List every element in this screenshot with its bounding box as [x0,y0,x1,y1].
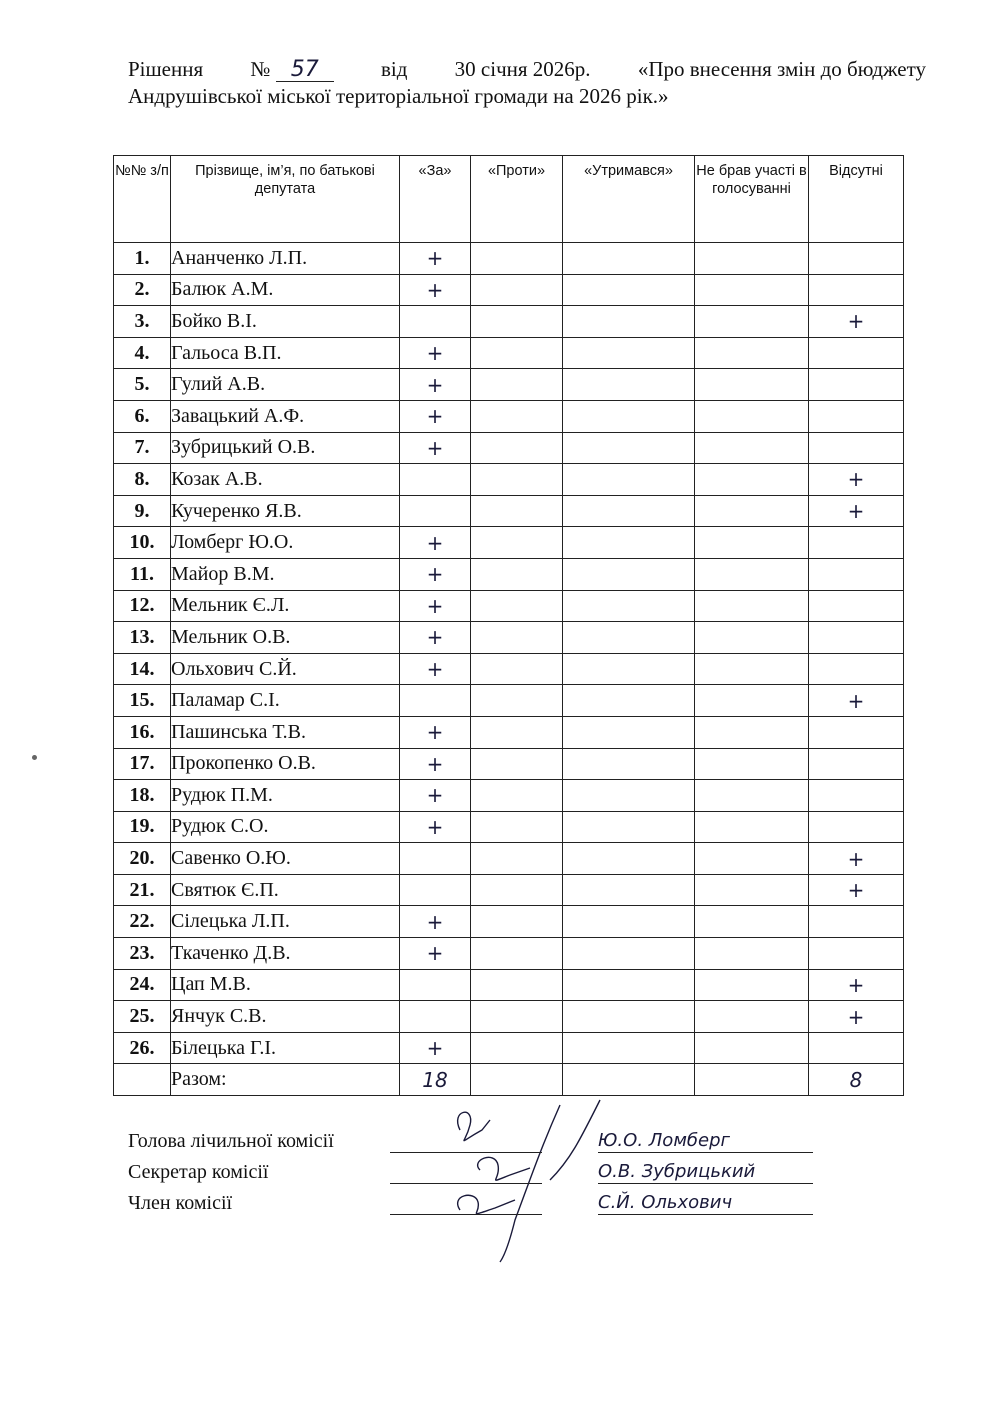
not-voting-cell [695,716,809,748]
absent-cell: + [809,969,904,1001]
vote-abstained-cell [563,622,695,654]
table-row [114,337,904,369]
deputy-name: Рудюк П.М. [171,780,400,812]
table-row [114,400,904,432]
decision-number: 57 [276,59,334,82]
row-number: 11. [114,558,171,590]
absent-cell: + [809,306,904,338]
vote-abstained-cell [563,938,695,970]
signature-row-secretary [128,1153,908,1184]
vote-for-cell [400,874,471,906]
row-number: 3. [114,306,171,338]
absent-cell [809,811,904,843]
not-voting-cell [695,748,809,780]
vote-against-cell [471,653,563,685]
table-row [114,495,904,527]
row-number: 5. [114,369,171,401]
vote-for-cell [400,495,471,527]
vote-abstained-cell [563,653,695,685]
absent-cell: + [809,464,904,496]
vote-against-cell [471,685,563,717]
vote-abstained-cell [563,1032,695,1064]
vote-for-cell: + [400,337,471,369]
signature-row-member [128,1184,908,1215]
deputy-name: Майор В.М. [171,558,400,590]
deputy-name: Ломберг Ю.О. [171,527,400,559]
vote-abstained-cell [563,432,695,464]
vote-for-cell: + [400,432,471,464]
vote-against-cell [471,716,563,748]
header-abstained: «Утримався» [563,156,695,243]
absent-cell: + [809,1001,904,1033]
decision-word: Рішення [128,57,204,81]
number-sign: № [250,57,271,81]
absent-cell: + [809,843,904,875]
vote-for-cell [400,969,471,1001]
vote-against-cell [471,243,563,275]
not-voting-cell [695,843,809,875]
not-voting-cell [695,558,809,590]
absent-cell: + [809,685,904,717]
deputy-name: Сілецька Л.П. [171,906,400,938]
row-number: 19. [114,811,171,843]
table-row [114,432,904,464]
table-row [114,243,904,275]
vote-for-cell: + [400,780,471,812]
vote-against-cell [471,906,563,938]
not-voting-cell [695,1032,809,1064]
vote-against-cell [471,1032,563,1064]
row-number: 26. [114,1032,171,1064]
absent-cell [809,337,904,369]
row-number: 1. [114,243,171,275]
table-row [114,527,904,559]
signature-role: Секретар комісії [128,1161,269,1183]
signature-role: Голова лічильної комісії [128,1130,334,1152]
table-row [114,653,904,685]
vote-abstained-cell [563,780,695,812]
not-voting-cell [695,906,809,938]
row-number: 9. [114,495,171,527]
vote-against-cell [471,843,563,875]
vote-abstained-cell [563,495,695,527]
deputy-name: Святюк Є.П. [171,874,400,906]
decision-title-part1: «Про внесення змін до бюджету [637,57,926,81]
row-number: 4. [114,337,171,369]
table-row [114,464,904,496]
deputy-name: Паламар С.І. [171,685,400,717]
not-voting-cell [695,306,809,338]
absent-cell [809,369,904,401]
vote-abstained-cell [563,969,695,1001]
deputy-name: Білецька Г.І. [171,1032,400,1064]
absent-cell [809,590,904,622]
not-voting-cell [695,400,809,432]
deputy-name: Завацький А.Ф. [171,400,400,432]
signature-line [390,1192,542,1215]
vote-abstained-cell [563,400,695,432]
deputy-name: Мельник Є.Л. [171,590,400,622]
signature-name: О.В. Зубрицький [598,1161,813,1184]
vote-abstained-cell [563,811,695,843]
table-row [114,590,904,622]
vote-for-cell: + [400,811,471,843]
total-not-voting [695,1064,809,1096]
table-row [114,369,904,401]
row-number: 13. [114,622,171,654]
absent-cell [809,274,904,306]
row-number: 6. [114,400,171,432]
vote-abstained-cell [563,243,695,275]
absent-cell [809,400,904,432]
table-row [114,969,904,1001]
vote-against-cell [471,874,563,906]
table-row [114,906,904,938]
absent-cell [809,1032,904,1064]
signature-row-chair [128,1122,908,1153]
not-voting-cell [695,1001,809,1033]
vote-abstained-cell [563,274,695,306]
vote-against-cell [471,811,563,843]
scan-speck [32,755,37,760]
voting-table [113,155,904,1096]
vote-for-cell: + [400,400,471,432]
table-row [114,780,904,812]
absent-cell [809,653,904,685]
row-number: 24. [114,969,171,1001]
vote-abstained-cell [563,748,695,780]
row-number: 16. [114,716,171,748]
not-voting-cell [695,495,809,527]
absent-cell [809,716,904,748]
vote-for-cell: + [400,716,471,748]
vote-for-cell: + [400,243,471,275]
deputy-name: Пашинська Т.В. [171,716,400,748]
decision-date: 30 січня 2026р. [454,57,591,81]
vote-against-cell [471,780,563,812]
not-voting-cell [695,527,809,559]
vote-against-cell [471,464,563,496]
vote-for-cell: + [400,274,471,306]
vote-for-cell [400,1001,471,1033]
row-number: 15. [114,685,171,717]
deputy-name: Рудюк С.О. [171,811,400,843]
table-row [114,274,904,306]
not-voting-cell [695,243,809,275]
row-number: 18. [114,780,171,812]
vote-for-cell: + [400,748,471,780]
row-number: 2. [114,274,171,306]
absent-cell [809,938,904,970]
row-number: 7. [114,432,171,464]
vote-against-cell [471,369,563,401]
vote-against-cell [471,337,563,369]
vote-against-cell [471,622,563,654]
row-number: 14. [114,653,171,685]
table-row [114,558,904,590]
total-for: 18 [400,1064,471,1096]
not-voting-cell [695,337,809,369]
row-number: 17. [114,748,171,780]
header-absent: Відсутні [809,156,904,243]
vote-abstained-cell [563,843,695,875]
deputy-name: Гальоса В.П. [171,337,400,369]
total-absent: 8 [809,1064,904,1096]
deputy-name: Кучеренко Я.В. [171,495,400,527]
vote-for-cell: + [400,622,471,654]
signature-name: Ю.О. Ломберг [598,1130,813,1153]
vote-for-cell [400,464,471,496]
vote-abstained-cell [563,527,695,559]
vote-for-cell: + [400,527,471,559]
row-number: 21. [114,874,171,906]
deputy-name: Ольхович С.Й. [171,653,400,685]
vote-abstained-cell [563,369,695,401]
vote-for-cell: + [400,1032,471,1064]
vote-for-cell: + [400,906,471,938]
vote-abstained-cell [563,306,695,338]
row-number: 20. [114,843,171,875]
vote-against-cell [471,1001,563,1033]
header-against: «Проти» [471,156,563,243]
vote-for-cell [400,843,471,875]
absent-cell [809,622,904,654]
decision-title-part2: Андрушівської міської територіальної громади на 2026 рік.» [128,84,669,108]
vote-abstained-cell [563,558,695,590]
header-line-1 [128,56,926,83]
row-number: 25. [114,1001,171,1033]
deputy-name: Янчук С.В. [171,1001,400,1033]
absent-cell [809,906,904,938]
deputy-name: Мельник О.В. [171,622,400,654]
vote-against-cell [471,558,563,590]
absent-cell [809,527,904,559]
vote-for-cell: + [400,369,471,401]
not-voting-cell [695,622,809,654]
not-voting-cell [695,274,809,306]
deputy-name: Ананченко Л.П. [171,243,400,275]
vote-abstained-cell [563,685,695,717]
table-row [114,1032,904,1064]
vote-for-cell: + [400,590,471,622]
not-voting-cell [695,432,809,464]
table-body [114,243,904,1064]
vote-against-cell [471,400,563,432]
absent-cell: + [809,495,904,527]
vote-abstained-cell [563,906,695,938]
table-row [114,938,904,970]
row-number: 8. [114,464,171,496]
absent-cell [809,780,904,812]
absent-cell [809,432,904,464]
table-row [114,306,904,338]
signature-name: С.Й. Ольхович [598,1192,813,1215]
decision-number-group [250,56,333,83]
deputy-name: Прокопенко О.В. [171,748,400,780]
not-voting-cell [695,780,809,812]
table-row [114,685,904,717]
vote-abstained-cell [563,874,695,906]
vote-for-cell [400,306,471,338]
not-voting-cell [695,590,809,622]
vote-for-cell: + [400,938,471,970]
not-voting-cell [695,938,809,970]
vote-abstained-cell [563,716,695,748]
deputy-name: Зубрицький О.В. [171,432,400,464]
total-label: Разом: [171,1064,400,1096]
vote-for-cell: + [400,653,471,685]
table-header-row [114,156,904,243]
signature-line [390,1161,542,1184]
not-voting-cell [695,874,809,906]
table-row [114,874,904,906]
vote-against-cell [471,306,563,338]
table-row [114,716,904,748]
vote-abstained-cell [563,337,695,369]
not-voting-cell [695,685,809,717]
signatures-block [128,1122,908,1215]
table-row [114,748,904,780]
not-voting-cell [695,464,809,496]
not-voting-cell [695,969,809,1001]
vote-abstained-cell [563,590,695,622]
not-voting-cell [695,369,809,401]
not-voting-cell [695,653,809,685]
signature-role: Член комісії [128,1192,233,1214]
vote-against-cell [471,495,563,527]
row-number: 22. [114,906,171,938]
from-word: від [380,57,408,81]
vote-against-cell [471,527,563,559]
absent-cell [809,243,904,275]
deputy-name: Савенко О.Ю. [171,843,400,875]
header-not-voting: Не брав участі в голосуванні [695,156,809,243]
row-number: 10. [114,527,171,559]
header-name: Прізвище, ім’я, по батькові депутата [171,156,400,243]
absent-cell [809,558,904,590]
vote-against-cell [471,969,563,1001]
deputy-name: Балюк А.М. [171,274,400,306]
header-num: №№ з/п [114,156,171,243]
vote-against-cell [471,274,563,306]
not-voting-cell [695,811,809,843]
vote-against-cell [471,748,563,780]
document-header [128,56,926,110]
absent-cell [809,748,904,780]
vote-against-cell [471,938,563,970]
deputy-name: Гулий А.В. [171,369,400,401]
signature-line [390,1130,542,1153]
vote-against-cell [471,432,563,464]
vote-against-cell [471,590,563,622]
vote-for-cell [400,685,471,717]
row-number: 23. [114,938,171,970]
vote-abstained-cell [563,464,695,496]
table-row [114,811,904,843]
deputy-name: Цап М.В. [171,969,400,1001]
table-row [114,1001,904,1033]
deputy-name: Ткаченко Д.В. [171,938,400,970]
vote-abstained-cell [563,1001,695,1033]
deputy-name: Бойко В.І. [171,306,400,338]
total-num-cell [114,1064,171,1096]
table-row [114,622,904,654]
row-number: 12. [114,590,171,622]
vote-for-cell: + [400,558,471,590]
deputy-name: Козак А.В. [171,464,400,496]
table-row [114,843,904,875]
absent-cell: + [809,874,904,906]
header-for: «За» [400,156,471,243]
